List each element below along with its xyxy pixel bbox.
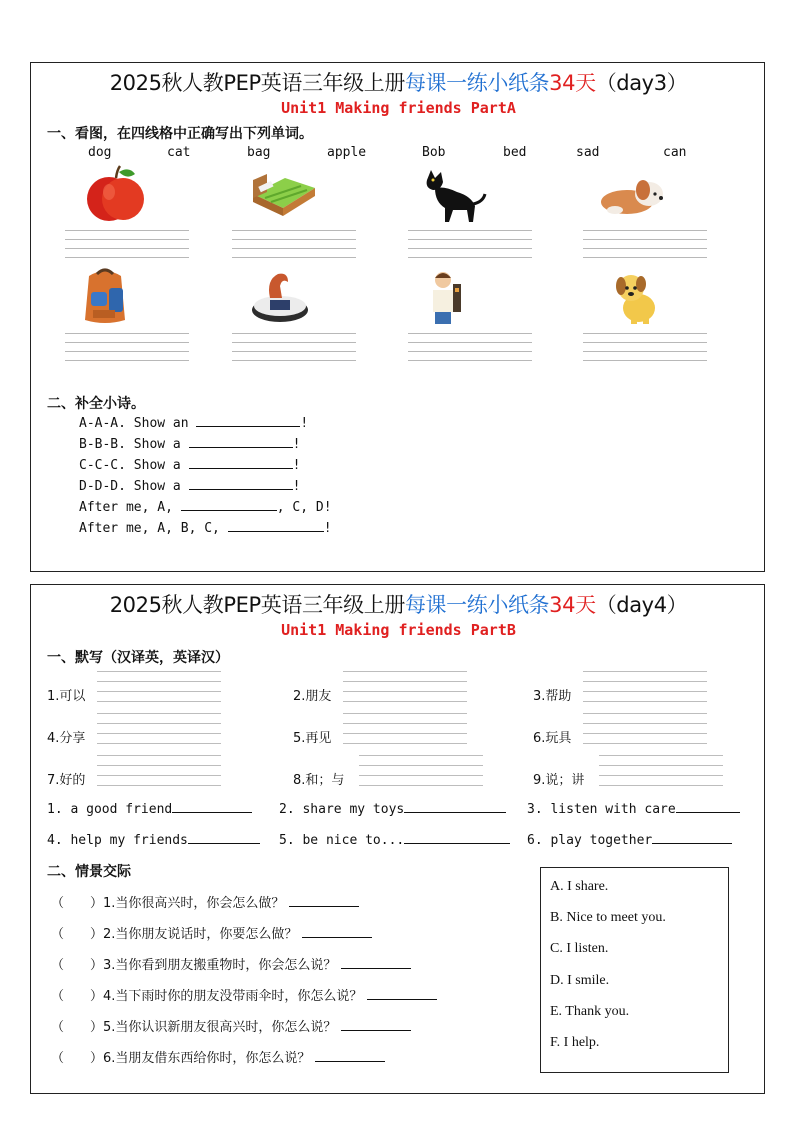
dog-lying-icon [595, 164, 669, 224]
answer-blank[interactable] [189, 435, 293, 448]
option-item: E. Thank you. [550, 1004, 630, 1019]
option-item: F. I help. [550, 1035, 600, 1050]
four-line-grid[interactable] [65, 333, 189, 365]
dictation-item: 4.分享 [47, 713, 247, 753]
poem-line: B-B-B. Show a ! [79, 437, 301, 452]
question-item: （ ）5.当你认识新朋友很高兴时，你怎么说？ [51, 1016, 411, 1035]
answer-blank[interactable] [404, 831, 510, 844]
section-heading: 二、情景交际 [47, 864, 131, 880]
phrase-item: 2. share my toys [279, 800, 506, 817]
poem-line: C-C-C. Show a ! [79, 458, 301, 473]
section-heading: 一、看图，在四线格中正确写出下列单词。 [47, 126, 313, 142]
four-line-grid[interactable] [232, 230, 356, 262]
answer-blank[interactable] [676, 800, 740, 813]
word-bed: bed [503, 145, 527, 160]
answer-blank[interactable] [188, 831, 260, 844]
bag-icon [71, 266, 145, 326]
answer-blank[interactable] [181, 498, 277, 511]
dictation-item: 1.可以 [47, 671, 247, 711]
question-item: （ ）2.当你朋友说话时，你要怎么做？ [51, 923, 372, 942]
phrase-item: 6. play together [527, 831, 732, 848]
answer-blank[interactable] [302, 925, 372, 938]
option-item: C. I listen. [550, 941, 609, 956]
unit-subtitle: Unit1 Making friends PartA [281, 99, 516, 117]
answer-blank[interactable] [172, 800, 252, 813]
phrase-item: 4. help my friends [47, 831, 260, 848]
answer-blank[interactable] [652, 831, 732, 844]
answer-blank[interactable] [289, 894, 359, 907]
four-line-grid[interactable] [583, 230, 707, 262]
dictation-item: 7.好的 [47, 755, 247, 795]
options-box [540, 867, 729, 1073]
four-line-grid[interactable] [359, 755, 483, 791]
cat-icon [421, 164, 495, 224]
unit-subtitle: Unit1 Making friends PartB [281, 621, 516, 639]
poem-line: D-D-D. Show a ! [79, 479, 301, 494]
dog-sitting-icon [597, 266, 671, 326]
word-bob: Bob [422, 145, 446, 160]
option-item: A. I share. [550, 879, 609, 894]
answer-blank[interactable] [367, 987, 437, 1000]
phrase-item: 3. listen with care [527, 800, 740, 817]
answer-blank[interactable] [341, 1018, 411, 1031]
page-title: 2025秋人教PEP英语三年级上册每课一练小纸条34天（day4） [109, 593, 688, 617]
answer-blank[interactable] [189, 456, 293, 469]
phrase-item: 1. a good friend [47, 800, 252, 817]
boy-icon [423, 266, 497, 326]
dictation-item: 3.帮助 [533, 671, 733, 711]
phrase-item: 5. be nice to... [279, 831, 510, 848]
four-line-grid[interactable] [599, 755, 723, 791]
word-sad: sad [576, 145, 600, 160]
four-line-grid[interactable] [97, 671, 221, 707]
answer-blank[interactable] [189, 477, 293, 490]
four-line-grid[interactable] [97, 713, 221, 749]
bed-icon [245, 164, 319, 224]
dictation-item: 6.玩具 [533, 713, 733, 753]
dictation-item: 8.和；与 [293, 755, 493, 795]
pencil-case-icon [244, 266, 318, 326]
page-title: 2025秋人教PEP英语三年级上册每课一练小纸条34天（day3） [109, 71, 688, 95]
section-heading: 一、默写（汉译英，英译汉） [47, 650, 229, 666]
answer-blank[interactable] [228, 519, 324, 532]
worksheet-day3 [30, 62, 765, 572]
answer-blank[interactable] [341, 956, 411, 969]
option-item: B. Nice to meet you. [550, 910, 666, 925]
four-line-grid[interactable] [583, 671, 707, 707]
section-heading: 二、补全小诗。 [47, 396, 145, 412]
four-line-grid[interactable] [583, 333, 707, 365]
poem-line: After me, A, , C, D! [79, 500, 332, 515]
four-line-grid[interactable] [65, 230, 189, 262]
poem-line: A-A-A. Show an ! [79, 416, 309, 431]
four-line-grid[interactable] [408, 333, 532, 365]
word-cat: cat [167, 145, 191, 160]
dictation-item: 2.朋友 [293, 671, 493, 711]
dictation-item: 5.再见 [293, 713, 493, 753]
option-item: D. I smile. [550, 973, 610, 988]
answer-blank[interactable] [404, 800, 506, 813]
four-line-grid[interactable] [408, 230, 532, 262]
four-line-grid[interactable] [97, 755, 221, 791]
answer-blank[interactable] [196, 414, 300, 427]
answer-blank[interactable] [315, 1049, 385, 1062]
word-bag: bag [247, 145, 271, 160]
question-item: （ ）6.当朋友借东西给你时，你怎么说？ [51, 1047, 385, 1066]
question-item: （ ）3.当你看到朋友搬重物时，你会怎么说？ [51, 954, 411, 973]
four-line-grid[interactable] [343, 671, 467, 707]
worksheet-day4 [30, 584, 765, 1094]
four-line-grid[interactable] [232, 333, 356, 365]
question-item: （ ）4.当下雨时你的朋友没带雨伞时，你怎么说？ [51, 985, 437, 1004]
four-line-grid[interactable] [583, 713, 707, 749]
question-item: （ ）1.当你很高兴时，你会怎么做？ [51, 892, 359, 911]
word-apple: apple [327, 145, 367, 160]
word-dog: dog [88, 145, 112, 160]
dictation-item: 9.说；讲 [533, 755, 733, 795]
poem-line: After me, A, B, C, ! [79, 521, 332, 536]
four-line-grid[interactable] [343, 713, 467, 749]
word-can: can [663, 145, 687, 160]
apple-icon [79, 164, 153, 224]
